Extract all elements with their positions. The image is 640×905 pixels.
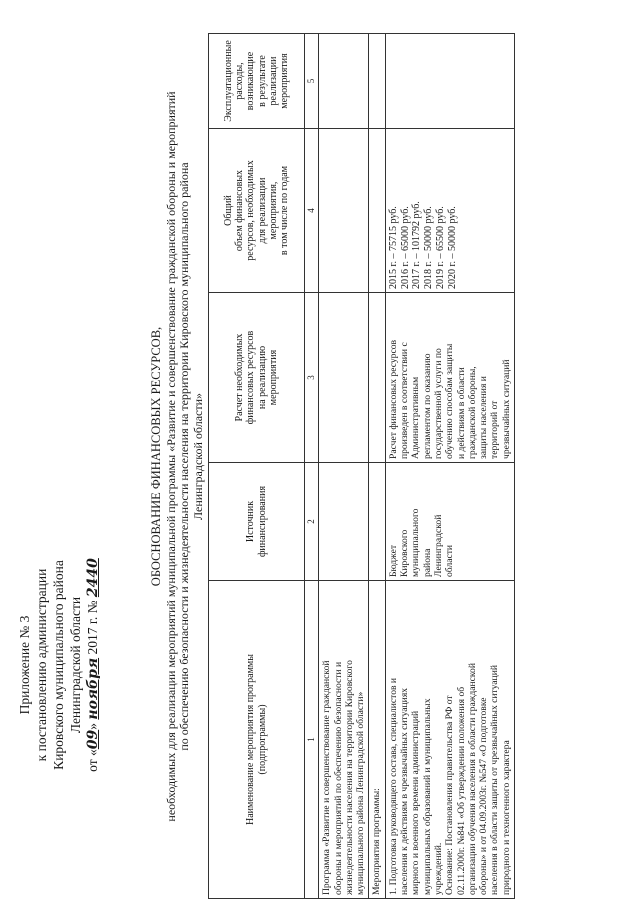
title-main: ОБОСНОВАНИЕ ФИНАНСОВЫХ РЕСУРСОВ, <box>149 326 163 587</box>
appendix-line: Ленинградской области <box>68 596 83 734</box>
program-row <box>319 34 369 899</box>
column-number: 5 <box>305 34 319 129</box>
funding-year-line: 2015 г. – 75715 руб. <box>387 206 399 289</box>
program-name-cell: Программа «Развитие и совершенствование гражданской обороны и мероприятий по обеспечению безопасности и жизнедеятельности населения на территории Кировского муниципального района Ленинградской области» <box>319 581 369 899</box>
appendix-header <box>16 465 102 865</box>
resolution-number-handwritten: 2440 <box>85 558 101 598</box>
empty-cell <box>319 34 369 129</box>
financial-resources-table <box>208 33 515 899</box>
document-title <box>150 34 205 879</box>
total-funding-cell <box>385 129 514 293</box>
empty-cell <box>319 129 369 293</box>
empty-cell <box>369 129 385 293</box>
appendix-line: Приложение № 3 <box>17 615 32 715</box>
header-activity-name: Наименование мероприятия программы (подпрограммы) <box>209 581 305 899</box>
operating-costs-cell <box>385 34 514 129</box>
title-line: Ленинградской области» <box>190 392 205 521</box>
header-total-funding: Общий объем финансовых ресурсов, необходимых для реализации мероприятия, в том числе по годам <box>209 129 305 293</box>
column-number: 2 <box>305 463 319 581</box>
date-day-handwritten: 09 <box>85 729 101 750</box>
activity-row <box>385 34 514 899</box>
funding-year-line: 2019 г. – 65500 руб. <box>434 206 446 289</box>
funding-source-cell: Бюджет Кировского муниципального района Ленинградской области <box>385 463 514 581</box>
activities-heading: Мероприятия программы: <box>369 581 385 899</box>
funding-year-line: 2018 г. – 50000 руб. <box>423 206 435 289</box>
empty-cell <box>319 293 369 463</box>
empty-cell <box>369 463 385 581</box>
appendix-line: к постановлению администрации <box>34 568 49 762</box>
activity-name-cell: 1. Подготовка руководящего состава, специалистов и населения к действиям в чрезвычайных ситуациях мирного и военного времени администраций муниципальных образований и муниципальных учреждений. Основание: Постановления правительства РФ от 02.11.2000г. №841 «Об утверждении положения об организации обучения населения в области гражданской обороны» и от 04.09.2003г. №547 «О подготовке населения в области защиты от чрезвычайных ситуаций природного и техногенного характера <box>385 581 514 899</box>
column-number: 4 <box>305 129 319 293</box>
calculation-cell: Расчет финансовых ресурсов произведен в соответствии с Административным регламентом по оказанию государственной услуги по обучению способам защиты и действиям в области гражданской обороны, защиты населения и территорий от чрезвычайных ситуаций <box>385 293 514 463</box>
activities-heading-row <box>369 34 385 899</box>
date-year: 2017 г. № <box>85 597 100 658</box>
empty-cell <box>369 34 385 129</box>
title-line: по обеспечению безопасности и жизнедеятельности населения на территории Кировского муниципального района <box>177 162 191 751</box>
appendix-line: Кировского муниципального района <box>51 560 66 770</box>
resolution-date-line <box>84 465 102 865</box>
column-number: 1 <box>305 581 319 899</box>
funding-year-line: 2016 г. – 65000 руб. <box>399 206 411 289</box>
column-number: 3 <box>305 293 319 463</box>
funding-year-line: 2020 г. – 50000 руб. <box>446 206 458 289</box>
date-mid: » <box>85 719 100 730</box>
title-line: необходимых для реализации мероприятий муниципальной программы «Развитие и совершенствование гражданской обороны и мероприятий <box>163 91 178 822</box>
empty-cell <box>319 463 369 581</box>
date-prefix: от « <box>85 749 100 772</box>
header-calculation: Расчет необходимых финансовых ресурсов на реализацию мероприятия <box>209 293 305 463</box>
column-number-row <box>305 34 319 899</box>
table-header-row <box>209 34 305 899</box>
empty-cell <box>369 293 385 463</box>
header-operating-costs: Эксплуатационные расходы, возникающие в результате реализации мероприятия <box>209 34 305 129</box>
funding-year-line: 2017 г. – 101792 руб. <box>411 201 423 289</box>
header-funding-source: Источник финансирования <box>209 463 305 581</box>
date-month-handwritten: ноября <box>85 657 101 720</box>
